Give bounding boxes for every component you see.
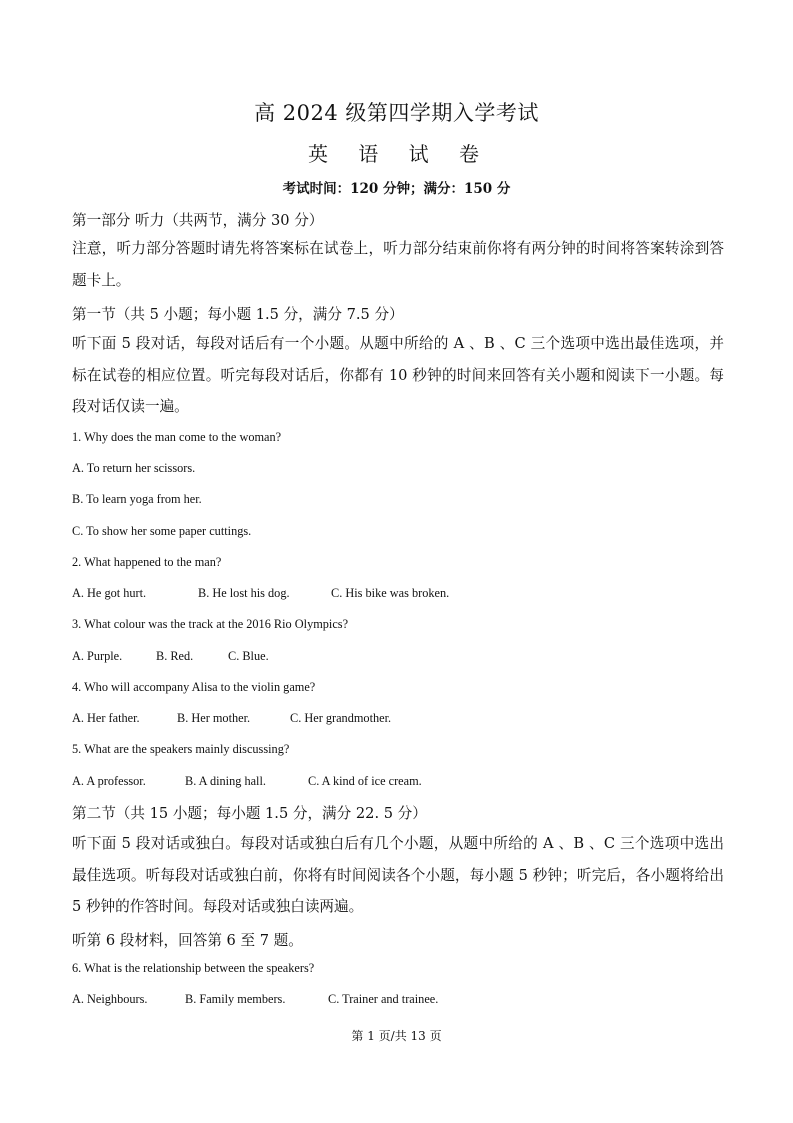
option-a: A. Her father. xyxy=(72,711,140,725)
exam-title: 高 2024 级第四学期入学考试 xyxy=(254,101,539,125)
section1-heading: 第一节（共 5 小题；每小题 1.5 分，满分 7.5 分） xyxy=(72,306,404,323)
option-b: B. Red. xyxy=(156,649,194,663)
page-number: 第 1 页/共 13 页 xyxy=(351,1029,442,1043)
option-a: A. Purple. xyxy=(72,649,123,663)
option-row xyxy=(72,586,724,601)
option-b: B. Family members. xyxy=(185,992,286,1006)
option-c: C. To show her some paper cuttings. xyxy=(72,524,252,538)
part1-note: 注意，听力部分答题时请先将答案标在试卷上，听力部分结束前你将有两分钟的时间将答案转涂到答题卡上。 xyxy=(72,240,724,289)
option-a: A. To return her scissors. xyxy=(72,461,196,475)
option-a: A. He got hurt. xyxy=(72,586,147,600)
option-c: C. His bike was broken. xyxy=(331,586,450,600)
exam-meta: 考试时间：120 分钟；满分：150 分 xyxy=(282,181,511,197)
option-b: B. A dining hall. xyxy=(185,774,266,788)
option-c: C. Her grandmother. xyxy=(290,711,392,725)
option-row xyxy=(72,774,724,789)
question-stem: 3. What colour was the track at the 2016 Rio Olympics? xyxy=(72,617,349,631)
option-c: C. A kind of ice cream. xyxy=(308,774,422,788)
question-stem: 6. What is the relationship between the speakers? xyxy=(72,961,315,975)
option-b: B. Her mother. xyxy=(177,711,251,725)
part1-heading: 第一部分 听力（共两节，满分 30 分） xyxy=(72,212,324,229)
option-row xyxy=(72,992,724,1007)
option-row xyxy=(72,711,724,726)
option-b: B. To learn yoga from her. xyxy=(72,492,202,506)
question-stem: 5. What are the speakers mainly discussing? xyxy=(72,742,290,756)
exam-subtitle: 英 语 试 卷 xyxy=(307,142,492,166)
option-row xyxy=(72,649,724,664)
material-note: 听第 6 段材料，回答第 6 至 7 题。 xyxy=(72,932,303,949)
option-c: C. Blue. xyxy=(228,649,269,663)
question-stem: 1. Why does the man come to the woman? xyxy=(72,430,282,444)
option-b: B. He lost his dog. xyxy=(198,586,290,600)
option-c: C. Trainer and trainee. xyxy=(328,992,439,1006)
section1-instructions: 听下面 5 段对话，每段对话后有一个小题。从题中所给的 A 、B 、C 三个选项中选出最佳选项，并标在试卷的相应位置。听完每段对话后，你都有 10 秒钟的时间来回答有关小题和阅读下一小题。每段对话仅读一遍。 xyxy=(72,335,724,415)
option-a: A. Neighbours. xyxy=(72,992,148,1006)
question-stem: 4. Who will accompany Alisa to the violin game? xyxy=(72,680,316,694)
section2-heading: 第二节（共 15 小题；每小题 1.5 分，满分 22. 5 分） xyxy=(72,805,427,822)
question-stem: 2. What happened to the man? xyxy=(72,555,222,569)
section2-instructions: 听下面 5 段对话或独白。每段对话或独白后有几个小题，从题中所给的 A 、B 、C 三个选项中选出最佳选项。听每段对话或独白前，你将有时间阅读各个小题，每小题 5 秒钟；听完后，各小题将给出 5 秒钟的作答时间。每段对话或独白读两遍。 xyxy=(72,835,724,915)
option-a: A. A professor. xyxy=(72,774,146,788)
